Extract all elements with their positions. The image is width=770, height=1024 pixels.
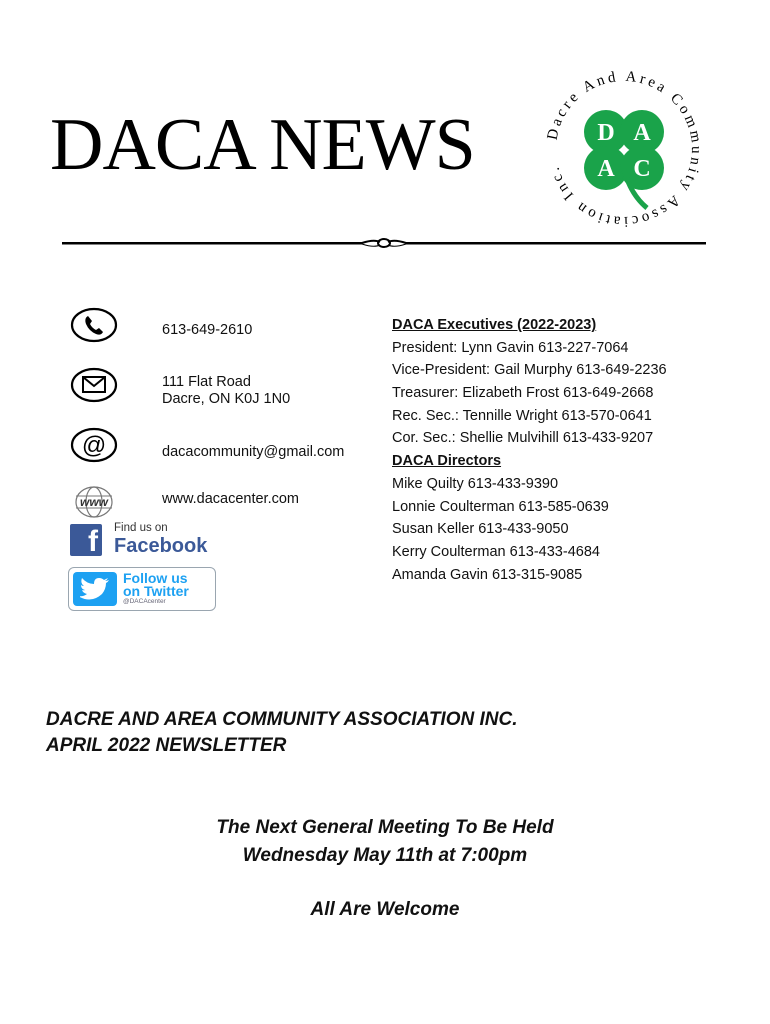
director-item: Lonnie Coulterman 613-585-0639 [392,498,609,515]
meeting-line-1: The Next General Meeting To Be Held [216,817,554,838]
address-line-2: Dacre, ON K0J 1N0 [162,391,291,407]
envelope-icon [70,365,118,405]
twitter-follow-line: Follow us [123,570,188,586]
issue-title: APRIL 2022 NEWSLETTER [46,735,287,756]
at-sign-icon [70,425,118,465]
executive-treasurer: Treasurer: Elizabeth Frost 613-649-2668 [392,385,654,402]
newsletter-title: DACA NEWS [50,104,475,186]
meeting-notice [0,814,770,924]
facebook-find-us: Find us on [114,522,168,534]
executive-rec-sec: Rec. Sec.: Tennille Wright 613-570-0641 [392,407,652,424]
executive-vice-president: Vice-President: Gail Murphy 613-649-2236 [392,362,667,379]
executives-directors-list [392,314,722,586]
svg-text:www: www [79,495,109,509]
executives-heading: DACA Executives (2022-2023) [392,317,597,333]
logo-letter-d: D [597,120,615,146]
twitter-handle: @DACAcenter [123,598,166,605]
twitter-on-line: on Twitter [123,583,189,599]
logo-ring-text: Dacre And Area Community Association Inc. [544,68,705,230]
director-item: Susan Keller 613-433-9050 [392,521,569,538]
daca-logo [535,60,713,238]
globe-www-icon [70,482,118,522]
ornamental-divider [62,236,706,250]
newsletter-heading [46,707,517,759]
twitter-bird-icon [73,572,117,606]
phone-row [70,305,118,345]
twitter-badge[interactable] [68,567,216,611]
email-row [70,425,118,465]
logo-letter-a1: A [633,120,651,146]
welcome-line: All Are Welcome [310,899,460,920]
svg-text:@: @ [81,432,107,459]
director-item: Kerry Coulterman 613-433-4684 [392,543,600,560]
phone-number[interactable]: 613-649-2610 [162,322,253,338]
directors-heading: DACA Directors [392,453,502,470]
organization-name: DACRE AND AREA COMMUNITY ASSOCIATION INC. [46,709,518,730]
clover-icon [584,110,664,208]
facebook-label: Facebook [114,535,208,557]
email-address[interactable]: dacacommunity@gmail.com [162,444,345,460]
logo-letter-c: C [633,156,651,182]
address-line-1: 111 Flat Road [162,374,251,390]
facebook-badge[interactable] [70,522,220,558]
website-url[interactable]: www.dacacenter.com [162,491,300,507]
facebook-icon: f [70,524,102,556]
website-row [70,482,118,522]
director-item: Mike Quilty 613-433-9390 [392,475,559,492]
executive-president: President: Lynn Gavin 613-227-7064 [392,339,629,356]
address-row [70,365,118,405]
executive-cor-sec: Cor. Sec.: Shellie Mulvihill 613-433-9207 [392,430,654,447]
logo-letter-a2: A [597,156,615,182]
meeting-line-2: Wednesday May 11th at 7:00pm [242,845,528,866]
director-item: Amanda Gavin 613-315-9085 [392,566,583,583]
phone-icon [70,305,118,345]
